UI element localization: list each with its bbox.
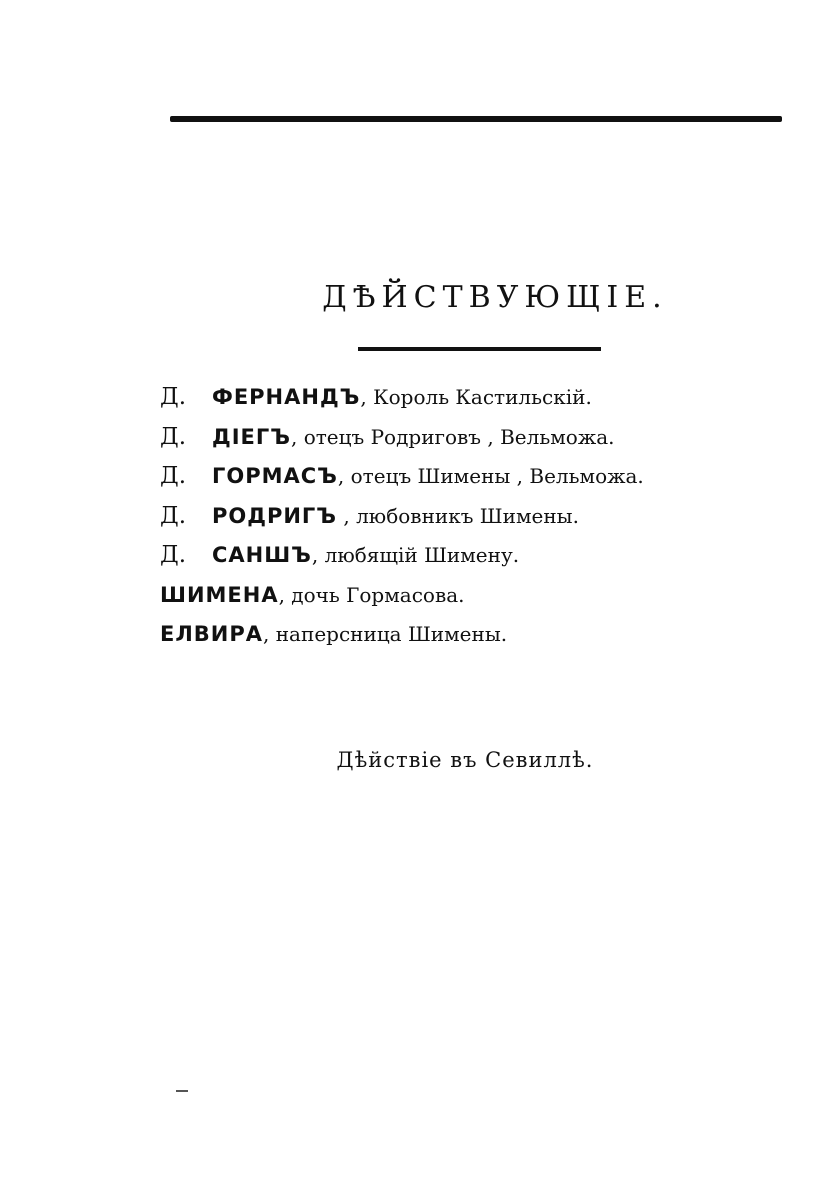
cast-prefix: Д.	[160, 423, 187, 450]
cast-item-dieg	[160, 418, 644, 458]
heading-rule	[358, 347, 601, 351]
character-description: , отецъ Родриговъ , Вельможа.	[290, 424, 615, 449]
character-description: , любовникъ Шимены.	[337, 503, 579, 528]
character-name: ЕЛВИРА	[160, 622, 264, 646]
cast-prefix: Д.	[160, 502, 187, 529]
cast-item-rodrig	[160, 497, 644, 537]
top-rule	[170, 116, 782, 122]
cast-prefix: Д.	[160, 463, 187, 489]
cast-item-sansh	[160, 536, 644, 576]
cast-item-gormas	[160, 457, 644, 497]
cast-list	[160, 378, 644, 655]
character-description: , любящій Шимену.	[311, 543, 520, 567]
page-heading: ДѢЙСТВУЮЩІЕ.	[322, 280, 668, 315]
cast-prefix: Д.	[160, 384, 187, 410]
character-name: ФЕРНАНДЪ	[212, 385, 361, 409]
cast-item-elvira	[160, 615, 644, 655]
character-description: , Король Кастильскій.	[360, 385, 592, 409]
character-description: , отецъ Шимены , Вельможа.	[337, 464, 644, 488]
cast-item-fernand	[160, 378, 644, 418]
character-name: ДІЕГЪ	[212, 424, 291, 449]
character-description: , дочь Гормасова.	[278, 582, 465, 607]
character-name: РОДРИГЪ	[212, 503, 338, 528]
cast-prefix: Д.	[160, 542, 187, 568]
character-name: ШИМЕНА	[160, 582, 279, 607]
print-speck	[176, 1090, 188, 1092]
character-name: ГОРМАСЪ	[212, 464, 338, 488]
character-name: САНШЪ	[212, 543, 312, 567]
cast-item-shimena	[160, 576, 644, 616]
character-description: , наперсница Шимены.	[263, 622, 508, 646]
setting-line: Дѣйствіе въ Севиллѣ.	[336, 748, 594, 772]
